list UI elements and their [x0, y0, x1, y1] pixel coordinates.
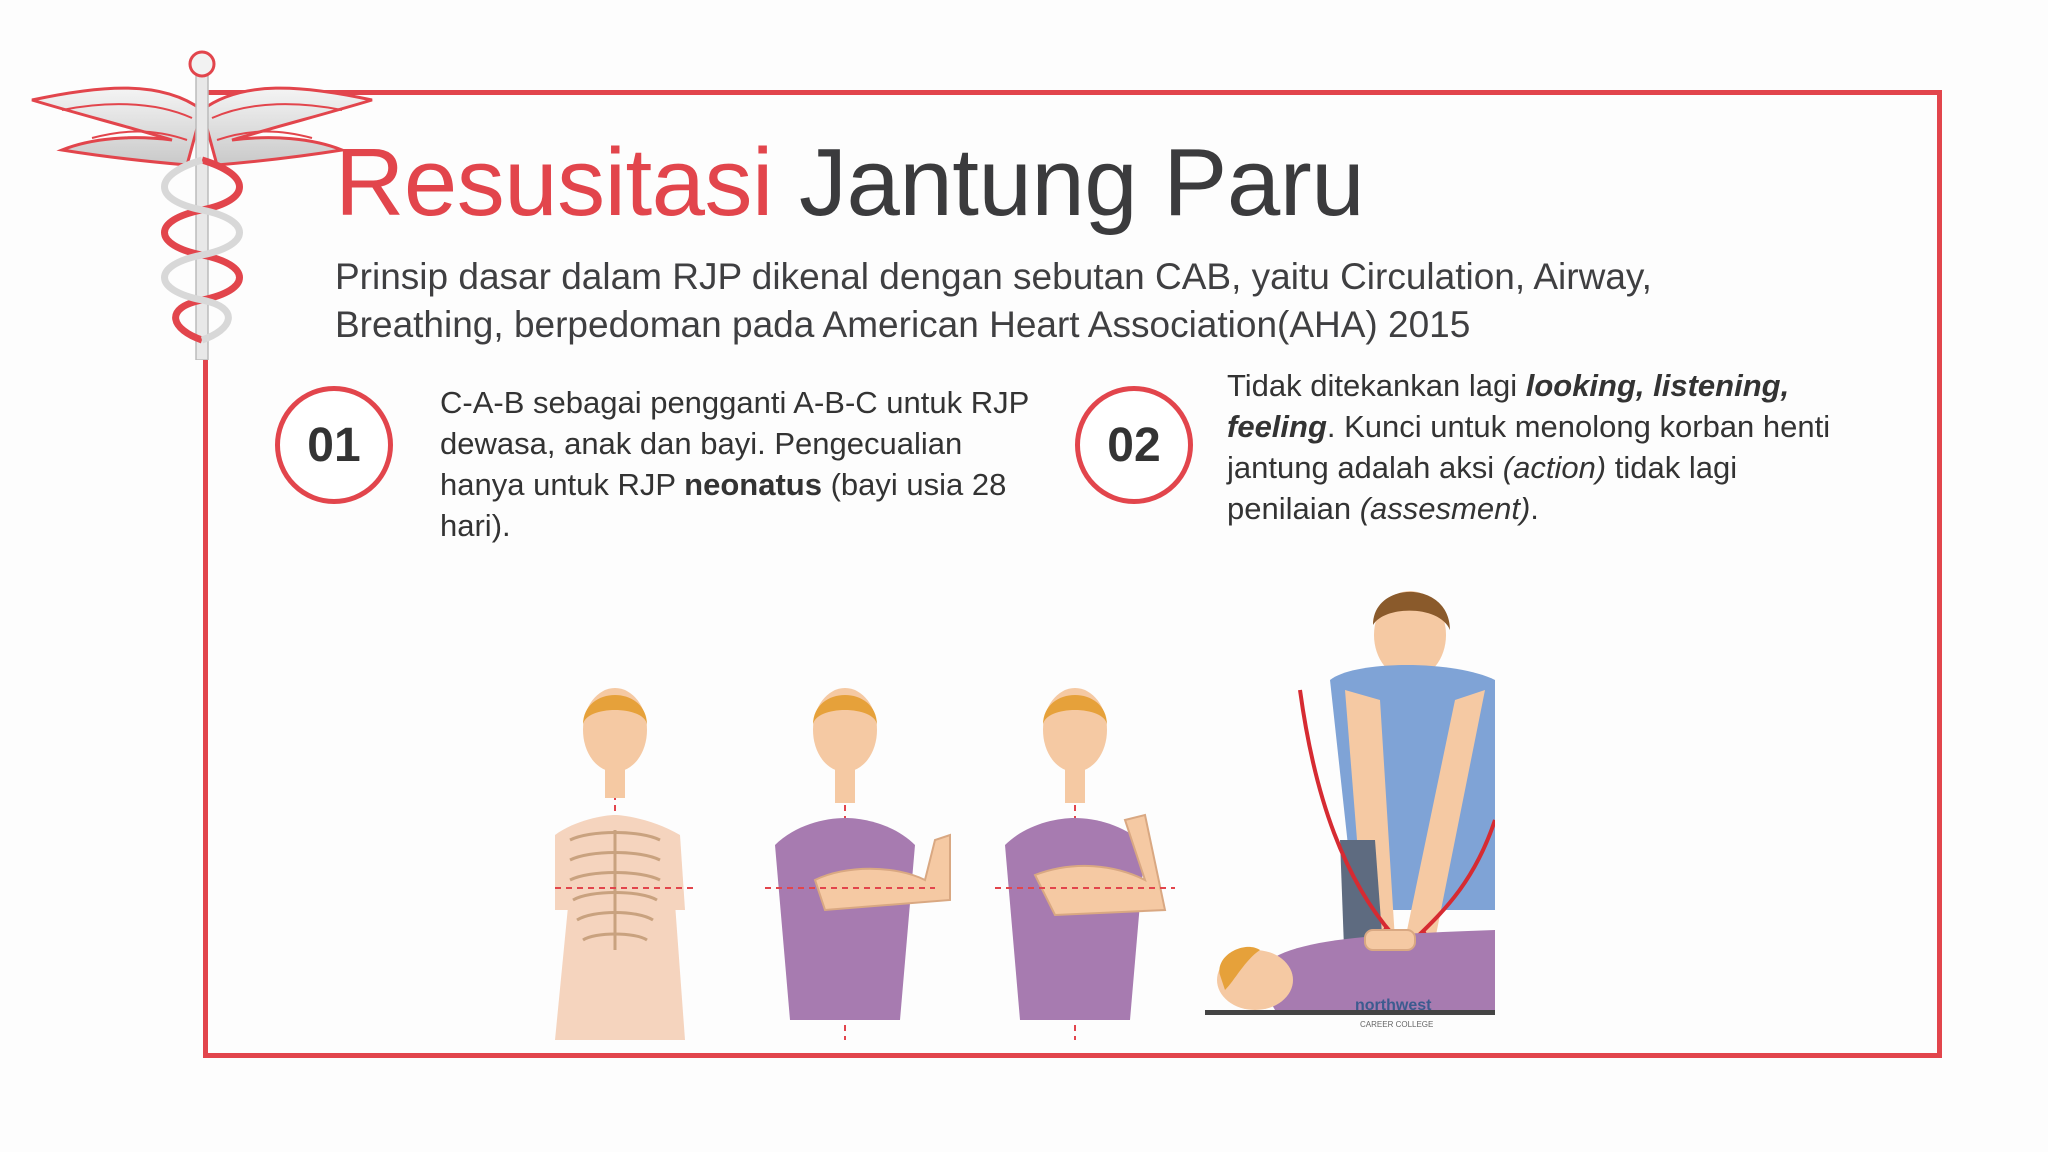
point-02-italic2: (assesment)	[1359, 491, 1531, 526]
point-02-end: .	[1530, 491, 1539, 526]
point-02-mid2: tidak lagi penilaian	[1227, 450, 1738, 526]
page-title	[335, 129, 1365, 236]
illus-watermark: northwest	[1355, 997, 1432, 1014]
point-01-line1: C-A-B sebagai pengganti A-B-C untuk RJP dewasa, anak dan bayi. Pengecualian hanya untuk RJP	[440, 385, 1029, 502]
point-02-pre: Tidak ditekankan lagi	[1227, 368, 1526, 403]
figure-hand-placement-1	[765, 688, 950, 1040]
point-02-bold-italic: looking, listening, feeling	[1227, 368, 1790, 444]
cpr-illustration	[555, 580, 1495, 1040]
figure-hand-placement-2	[995, 688, 1175, 1040]
point-02-mid: . Kunci untuk menolong korban henti jantung adalah aksi	[1227, 409, 1831, 485]
title-red: Resusitasi	[335, 129, 773, 236]
caduceus-icon	[22, 40, 382, 360]
point-02-italic1: (action)	[1502, 450, 1607, 485]
point-01-line2: (bayi usia 28 hari).	[440, 467, 1007, 543]
point-01-bold: neonatus	[684, 467, 822, 502]
point-number-02: 02	[1075, 386, 1193, 504]
figure-ribcage	[555, 688, 695, 1040]
point-number-01: 01	[275, 386, 393, 504]
figure-compression	[1205, 591, 1495, 1029]
point-text-01	[440, 382, 1040, 546]
illus-watermark-sub: CAREER COLLEGE	[1360, 1020, 1434, 1029]
title-dark: Jantung Paru	[799, 129, 1365, 236]
subtitle: Prinsip dasar dalam RJP dikenal dengan sebutan CAB, yaitu Circulation, Airway, Breathing, berpedoman pada American Heart Association(AHA) 2015	[335, 256, 1652, 345]
point-text-02	[1227, 365, 1847, 529]
